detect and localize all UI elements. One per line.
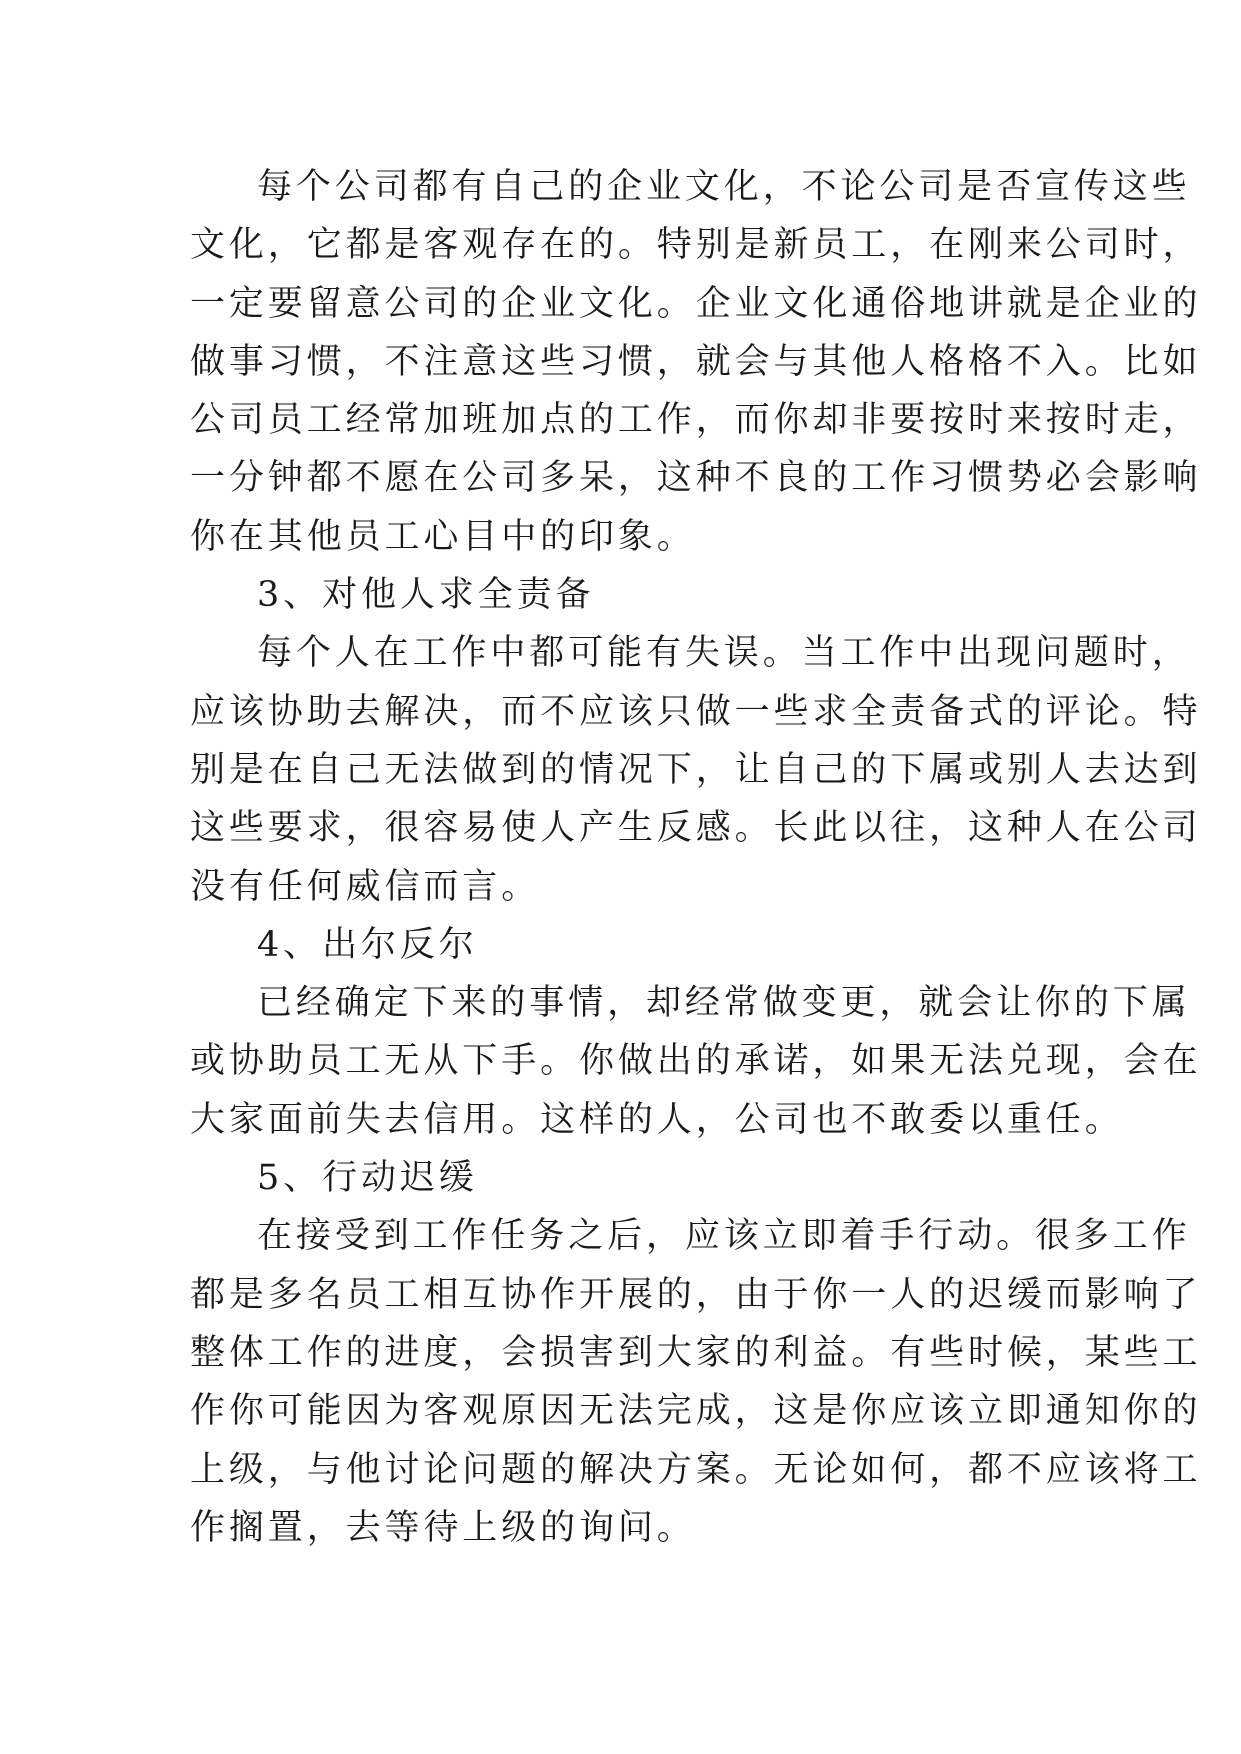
document-body: [190, 158, 1202, 1557]
text-line: 每个公司都有自己的企业文化，不论公司是否宣传这些: [257, 167, 1191, 207]
section-heading: 5、行动迟缓: [257, 1158, 478, 1199]
text-line: 文化，它都是客观存在的。特别是新员工，在刚来公司时，: [190, 225, 1202, 266]
text-line: 应该协助去解决，而不应该只做一些求全责备式的评论。特: [190, 691, 1202, 732]
text-line: 这些要求，很容易使人产生反感。长此以往，这种人在公司: [190, 808, 1202, 849]
text-line: 做事习惯，不注意这些习惯，就会与其他人格格不入。比如: [190, 341, 1202, 382]
text-line: 都是多名员工相互协作开展的，由于你一人的迟缓而影响了: [190, 1274, 1202, 1315]
text-line: 没有任何威信而言。: [190, 866, 541, 907]
section-heading: 4、出尔反尔: [257, 924, 478, 965]
text-line: 或协助员工无从下手。你做出的承诺，如果无法兑现，会在: [190, 1041, 1202, 1082]
text-line: 别是在自己无法做到的情况下，让自己的下属或别人去达到: [190, 749, 1202, 790]
text-line: 每个人在工作中都可能有失误。当工作中出现问题时，: [257, 633, 1191, 674]
text-line: 作你可能因为客观原因无法完成，这是你应该立即通知你的: [190, 1391, 1202, 1432]
text-line: 你在其他员工心目中的印象。: [190, 516, 696, 557]
section-heading: 3、对他人求全责备: [257, 575, 595, 616]
text-line: 上级，与他讨论问题的解决方案。无论如何，都不应该将工: [190, 1449, 1202, 1490]
text-line: 已经确定下来的事情，却经常做变更，就会让你的下属: [257, 983, 1191, 1024]
text-line: 大家面前失去信用。这样的人，公司也不敢委以重任。: [190, 1099, 1124, 1140]
text-line: 整体工作的进度，会损害到大家的利益。有些时候，某些工: [190, 1332, 1202, 1373]
text-line: 一分钟都不愿在公司多呆，这种不良的工作习惯势必会影响: [190, 458, 1202, 499]
text-line: 公司员工经常加班加点的工作，而你却非要按时来按时走，: [190, 400, 1202, 441]
text-line: 一定要留意公司的企业文化。企业文化通俗地讲就是企业的: [190, 283, 1202, 324]
text-line: 在接受到工作任务之后，应该立即着手行动。很多工作: [257, 1216, 1191, 1257]
text-line: 作搁置，去等待上级的询问。: [190, 1507, 696, 1548]
